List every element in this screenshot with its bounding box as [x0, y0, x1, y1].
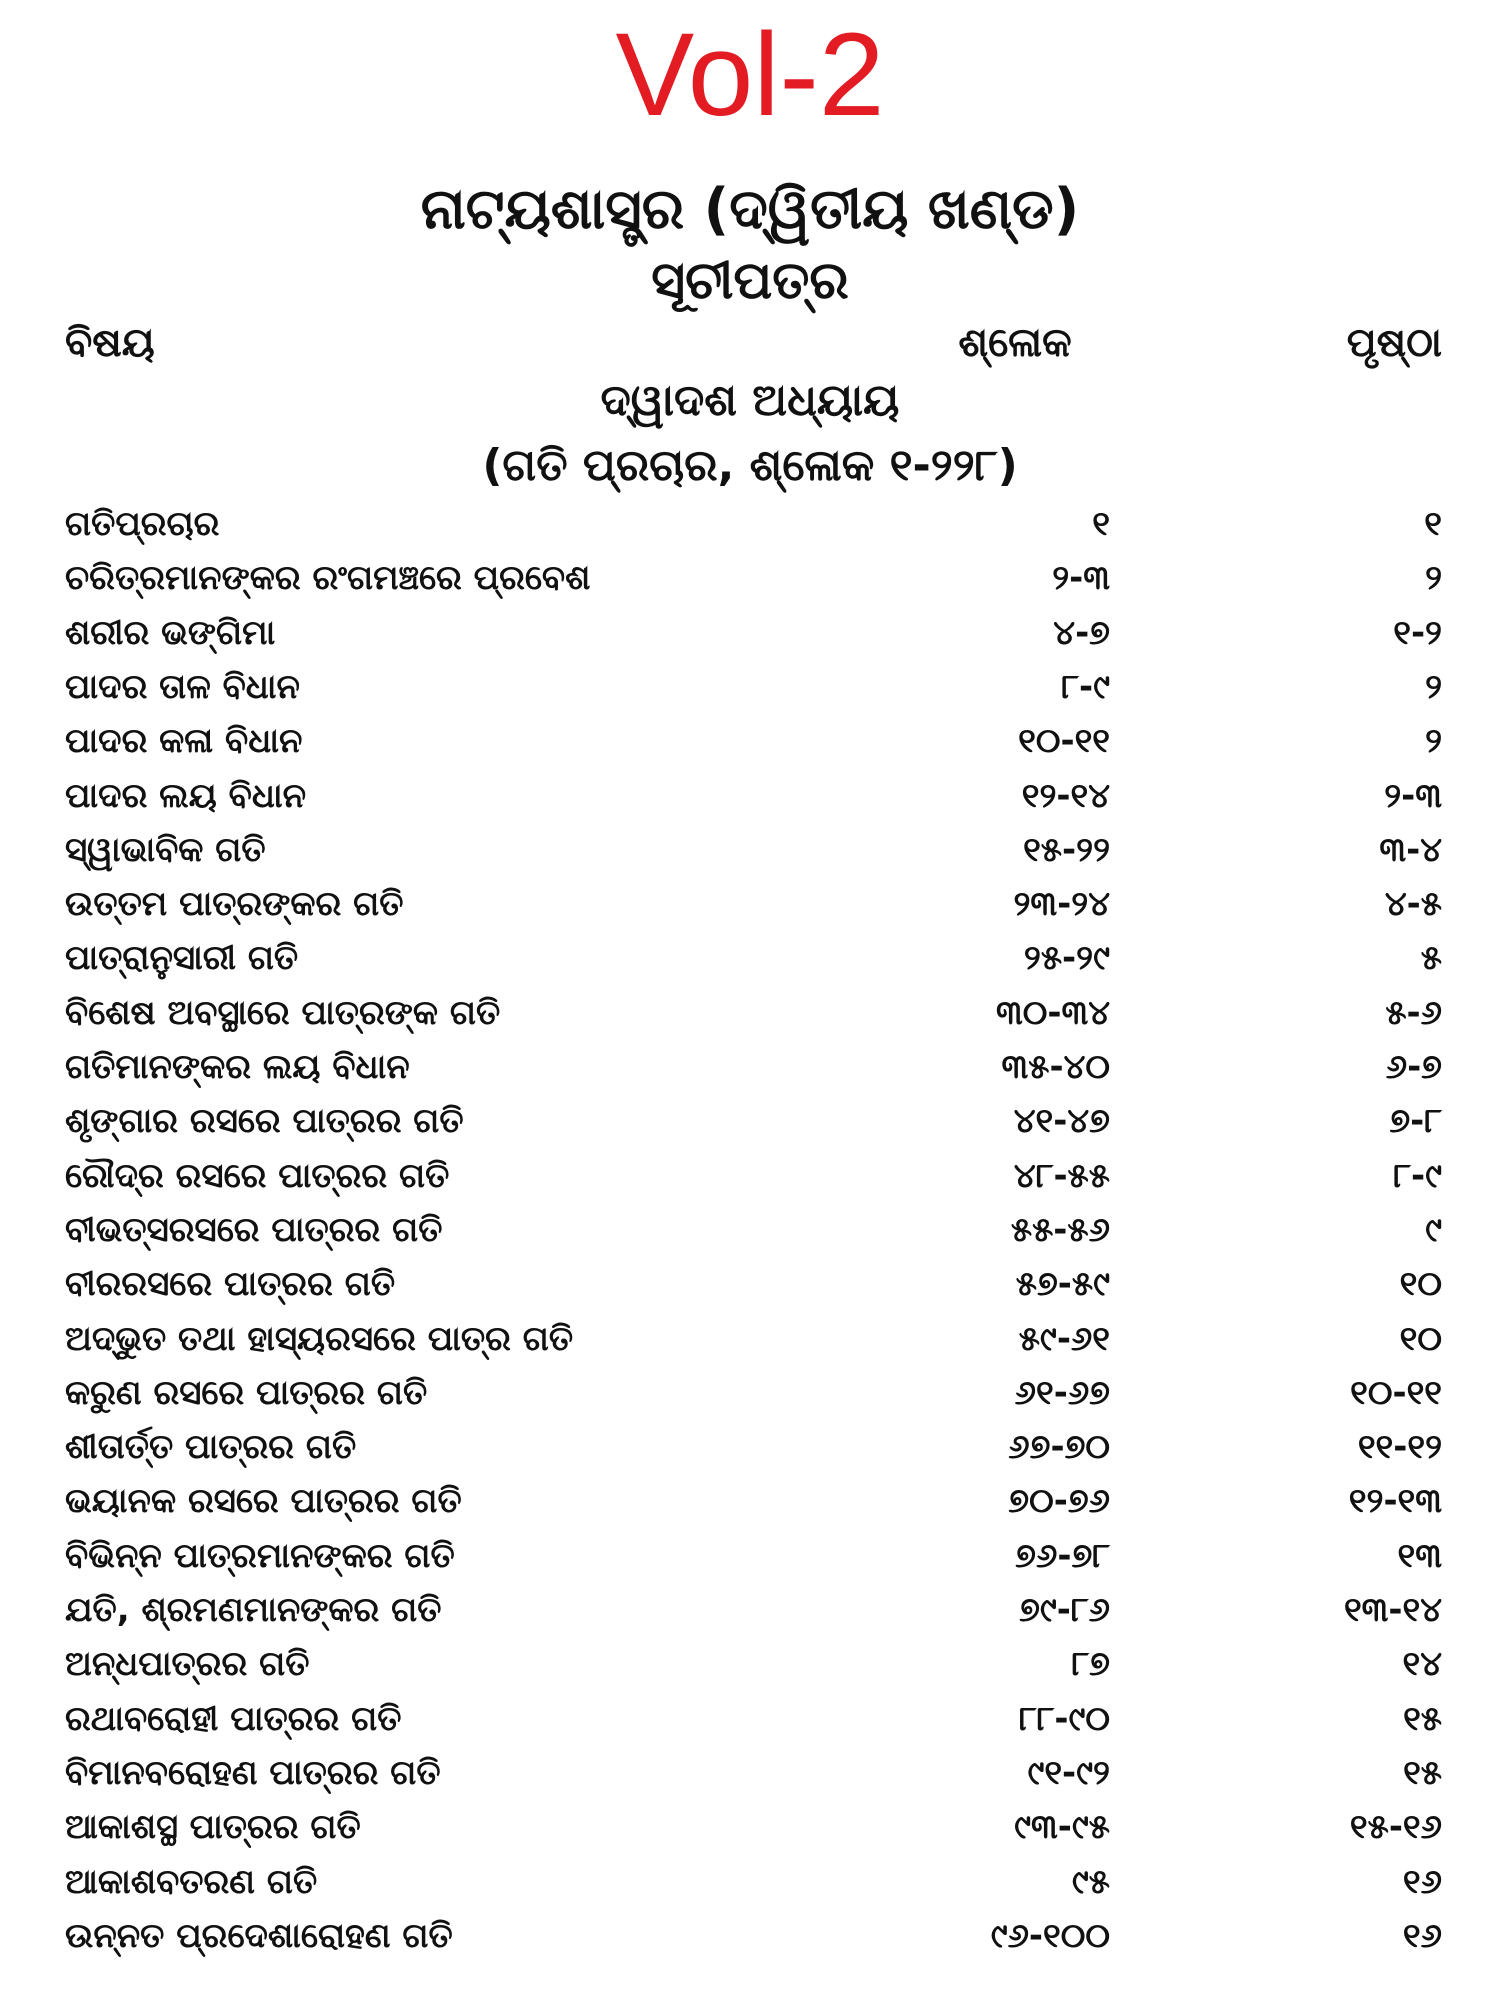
toc-shloka: ୧୫-୨୨	[1023, 829, 1110, 870]
toc-page: ୧୦	[1399, 1318, 1442, 1359]
toc-page: ୧୬	[1402, 1861, 1442, 1902]
toc-shloka: ୧	[1092, 504, 1110, 544]
toc-row	[0, 1257, 1500, 1311]
table-of-contents	[0, 497, 1500, 1987]
toc-row	[0, 1040, 1500, 1094]
toc-subject: ଗତିପ୍ରଚାର	[65, 504, 220, 544]
toc-page: ୧୪	[1402, 1644, 1442, 1685]
toc-row	[0, 1094, 1500, 1148]
toc-row	[0, 1692, 1500, 1746]
toc-shloka: ୨-୩	[1052, 558, 1110, 599]
toc-shloka: ୮-୯	[1061, 666, 1110, 707]
toc-row	[0, 1420, 1500, 1474]
toc-subject: ସ୍ୱାଭାବିକ ଗତି	[65, 829, 266, 870]
toc-subject: ପାଦର ଲୟ ବିଧାନ	[65, 775, 307, 816]
toc-row	[0, 769, 1500, 823]
toc-shloka: ୫୫-୫୬	[1010, 1209, 1110, 1250]
toc-page: ୧୫	[1403, 1752, 1442, 1793]
toc-page: ୭-୮	[1389, 1101, 1442, 1142]
toc-shloka: ୧୦-୧୧	[1018, 721, 1110, 762]
toc-row	[0, 1203, 1500, 1257]
toc-row	[0, 1529, 1500, 1583]
toc-subject: ଉତ୍ତମ ପାତ୍ରଙ୍କର ଗତି	[65, 884, 404, 925]
toc-page: ୬-୭	[1385, 1047, 1442, 1087]
toc-page: ୧୫-୧୬	[1349, 1807, 1442, 1848]
toc-subject: ବୀଭତ୍ସରସରେ ପାତ୍ରର ଗତି	[65, 1209, 443, 1250]
toc-subject: ଅନ୍ଧପାତ୍ରର ଗତି	[65, 1644, 310, 1685]
toc-subject: ଯତି, ଶ୍ରମଣମାନଙ୍କର ଗତି	[65, 1590, 442, 1630]
toc-page: ୨	[1425, 721, 1442, 762]
column-header-page: ପୃଷ୍ଠା	[1346, 320, 1442, 366]
toc-row	[0, 1312, 1500, 1366]
toc-page: ୮-୯	[1393, 1155, 1442, 1196]
toc-page: ୫	[1420, 938, 1442, 979]
toc-subject: ବୀରରସରେ ପାତ୍ରର ଗତି	[65, 1264, 396, 1305]
chapter-subtitle: (ଗତି ପ୍ରଚାର, ଶ୍ଳୋକ ୧-୨୨୮)	[482, 440, 1018, 491]
page-subtitle: ସୂଚୀପତ୍ର	[651, 251, 849, 311]
toc-page: ୯	[1425, 1209, 1442, 1250]
toc-row	[0, 497, 1500, 551]
toc-subject: ପାଦର ତାଳ ବିଧାନ	[65, 666, 300, 707]
toc-page: ୧୫	[1403, 1698, 1442, 1739]
toc-page: ୧୩	[1397, 1535, 1442, 1576]
toc-page: ୨-୩	[1384, 775, 1442, 816]
toc-row	[0, 823, 1500, 877]
toc-row	[0, 1746, 1500, 1800]
toc-shloka: ୭୯-୮୬	[1019, 1590, 1110, 1630]
toc-row	[0, 1855, 1500, 1909]
toc-page: ୧	[1424, 504, 1442, 544]
toc-shloka: ୬୧-୬୭	[1014, 1372, 1110, 1413]
toc-row	[0, 1149, 1500, 1203]
toc-row	[0, 1909, 1500, 1963]
toc-row	[0, 714, 1500, 768]
toc-shloka: ୪-୭	[1053, 612, 1110, 653]
chapter-title: ଦ୍ୱାଦଶ ଅଧ୍ୟାୟ	[600, 375, 900, 426]
toc-shloka: ୫୭-୫୯	[1015, 1264, 1110, 1305]
toc-page: ୨	[1425, 558, 1442, 599]
toc-shloka: ୩୦-୩୪	[996, 992, 1110, 1033]
toc-row	[0, 551, 1500, 605]
toc-row	[0, 1583, 1500, 1637]
toc-row	[0, 1800, 1500, 1854]
toc-shloka: ୯୩-୯୫	[1014, 1807, 1110, 1848]
toc-page: ୫-୬	[1385, 992, 1442, 1033]
toc-subject: ବିଶେଷ ଅବସ୍ଥାରେ ପାତ୍ରଙ୍କ ଗତି	[65, 992, 501, 1033]
toc-shloka: ୫୯-୬୧	[1018, 1318, 1110, 1359]
toc-shloka: ୯୫	[1071, 1861, 1110, 1902]
page-title: ନାଟ୍ୟଶାସ୍ତ୍ର (ଦ୍ୱିତୀୟ ଖଣ୍ଡ)	[420, 177, 1080, 242]
toc-row	[0, 877, 1500, 931]
toc-page: ୪-୫	[1384, 884, 1442, 925]
toc-subject: ବିମାନବରୋହଣ ପାତ୍ରର ଗତି	[65, 1752, 441, 1793]
toc-subject: ଚରିତ୍ରମାନଙ୍କର ରଂଗମଞ୍ଚରେ ପ୍ରବେଶ	[65, 558, 591, 599]
toc-subject: ଆକାଶସ୍ଥ ପାତ୍ରର ଗତି	[65, 1807, 361, 1848]
toc-shloka: ୨୫-୨୯	[1023, 938, 1110, 979]
toc-row	[0, 1366, 1500, 1420]
toc-shloka: ୭୦-୭୬	[1008, 1481, 1110, 1522]
toc-subject: ଶୀତାର୍ତ୍ତ ପାତ୍ରର ଗତି	[65, 1427, 357, 1468]
toc-shloka: ୩୫-୪୦	[1001, 1047, 1110, 1087]
column-header-shloka: ଶ୍ଳୋକ	[958, 320, 1072, 366]
toc-subject: ଭୟାନକ ରସରେ ପାତ୍ରର ଗତି	[65, 1481, 462, 1522]
toc-shloka: ୬୭-୭୦	[1008, 1427, 1110, 1468]
toc-shloka: ୮୭	[1071, 1644, 1110, 1685]
toc-shloka: ୯୬-୧୦୦	[990, 1915, 1110, 1956]
toc-shloka: ୯୧-୯୨	[1027, 1752, 1110, 1793]
toc-shloka: ୧୨-୧୪	[1021, 775, 1110, 816]
toc-subject: ଉନ୍ନତ ପ୍ରଦେଶାରୋହଣ ଗତି	[65, 1915, 453, 1956]
toc-shloka: ୨୩-୨୪	[1013, 884, 1110, 925]
toc-page: ୧୦-୧୧	[1350, 1372, 1442, 1413]
toc-shloka: ୪୧-୪୭	[1013, 1101, 1110, 1142]
toc-shloka: ୪୮-୫୫	[1013, 1155, 1110, 1196]
toc-page: ୩-୪	[1379, 829, 1442, 870]
toc-subject: ପାତ୍ରାନୁସାରୀ ଗତି	[65, 938, 299, 979]
toc-page: ୨	[1425, 666, 1442, 707]
toc-subject: ଗତିମାନଙ୍କର ଲୟ ବିଧାନ	[65, 1047, 410, 1087]
toc-subject: ଶରୀର ଭଙ୍ଗିମା	[65, 612, 276, 653]
toc-shloka: ୮୮-୯୦	[1018, 1698, 1110, 1739]
toc-page: ୧୧-୧୨	[1357, 1427, 1442, 1468]
toc-row	[0, 931, 1500, 985]
toc-subject: ଅଦ୍ଭୁତ ତଥା ହାସ୍ୟରସରେ ପାତ୍ର ଗତି	[65, 1318, 574, 1359]
toc-subject: ଶୃଙ୍ଗାର ରସରେ ପାତ୍ରର ଗତି	[65, 1101, 464, 1142]
toc-row	[0, 986, 1500, 1040]
toc-row	[0, 1474, 1500, 1528]
toc-row	[0, 1637, 1500, 1691]
toc-page: ୧୦	[1399, 1264, 1442, 1305]
toc-row	[0, 660, 1500, 714]
toc-subject: ରଥାବରୋହୀ ପାତ୍ରର ଗତି	[65, 1698, 402, 1739]
toc-page: ୧୨-୧୩	[1348, 1481, 1442, 1522]
toc-page: ୧-୨	[1393, 612, 1442, 653]
toc-shloka: ୭୬-୭୮	[1015, 1535, 1110, 1576]
toc-row	[0, 606, 1500, 660]
toc-subject: ବିଭିନ୍ନ ପାତ୍ରମାନଙ୍କର ଗତି	[65, 1535, 455, 1576]
toc-subject: ପାଦର କଳା ବିଧାନ	[65, 721, 303, 762]
toc-subject: ରୌଦ୍ର ରସରେ ପାତ୍ରର ଗତି	[65, 1155, 450, 1196]
toc-subject: ଆକାଶବତରଣ ଗତି	[65, 1861, 318, 1902]
toc-page: ୧୩-୧୪	[1343, 1590, 1442, 1630]
toc-subject: କରୁଣ ରସରେ ପାତ୍ରର ଗତି	[65, 1372, 428, 1413]
column-header-subject: ବିଷୟ	[65, 320, 155, 366]
toc-page: ୧୬	[1402, 1915, 1442, 1956]
volume-label: Vol-2	[615, 9, 885, 141]
